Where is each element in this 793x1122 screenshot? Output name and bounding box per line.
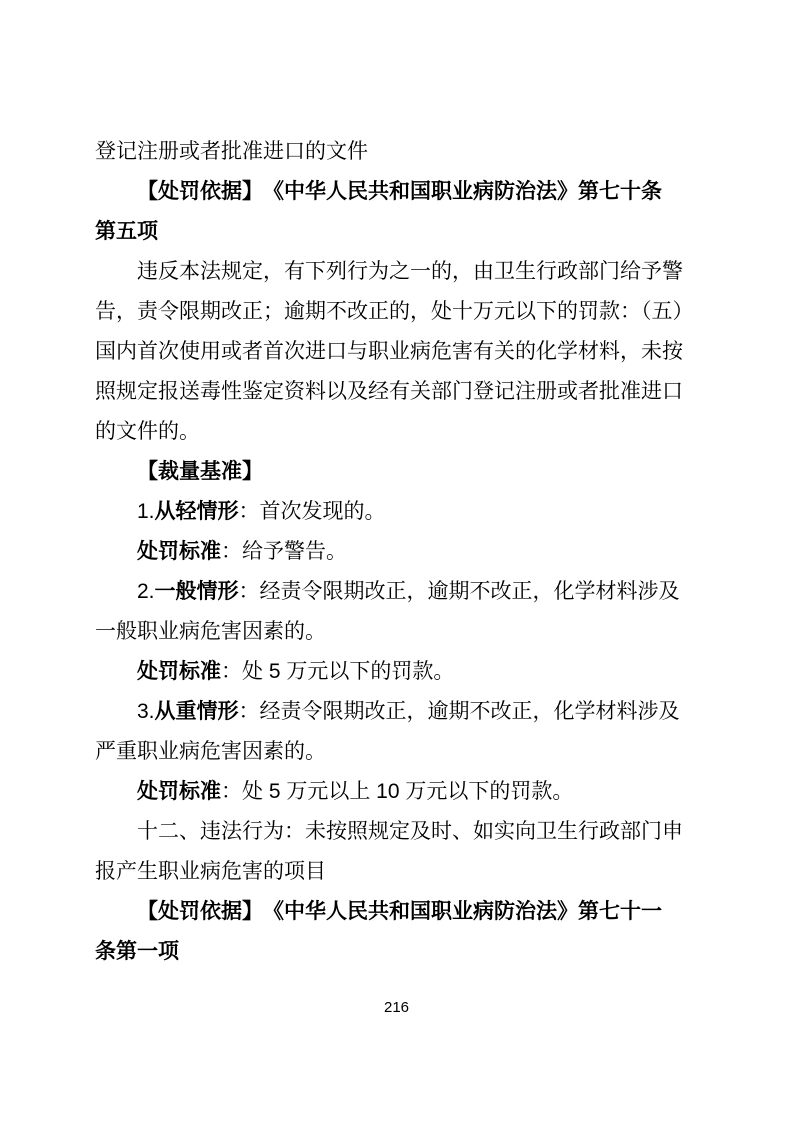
text-segment: ：首次发现的。 [238, 500, 386, 523]
text-line [95, 452, 755, 492]
text-segment: 照规定报送毒性鉴定资料以及经有关部门登记注册或者批准进口 [95, 380, 683, 403]
text-line [95, 892, 755, 932]
text-segment: 第五项 [95, 220, 158, 243]
text-segment: 1. [137, 500, 155, 523]
text-line [95, 572, 755, 612]
text-line [95, 212, 755, 252]
text-segment: 2. [137, 580, 155, 603]
text-segment: ：经责令限期改正，逾期不改正，化学材料涉及 [238, 700, 680, 723]
text-segment: 登记注册或者批准进口的文件 [95, 140, 368, 163]
text-segment: 条第一项 [95, 940, 179, 963]
text-segment: 告，责令限期改正；逾期不改正的，处十万元以下的罚款：（五） [95, 300, 694, 323]
text-line [95, 292, 755, 332]
text-segment: 严重职业病危害因素的。 [95, 740, 326, 763]
text-line [95, 692, 755, 732]
text-segment: ：处 5 万元以上 10 万元以下的罚款。 [221, 780, 574, 803]
text-line [95, 412, 755, 452]
page-number: 216 [383, 999, 410, 1016]
text-segment: ：经责令限期改正，逾期不改正，化学材料涉及 [238, 580, 680, 603]
text-segment: 【处罚依据】 《中华人民共和国职业病防治法》第七十条 [137, 180, 662, 203]
text-line [95, 172, 755, 212]
text-line [95, 332, 755, 372]
text-line [95, 612, 755, 652]
text-line [95, 252, 755, 292]
text-segment: 3. [137, 700, 155, 723]
text-segment: 处罚标准 [137, 660, 221, 683]
text-segment: ：处 5 万元以下的罚款。 [221, 660, 455, 683]
text-line [95, 372, 755, 412]
text-segment: 十二、违法行为：未按照规定及时、如实向卫生行政部门申 [137, 820, 683, 843]
text-line [95, 852, 755, 892]
text-line [95, 492, 755, 532]
document-content [95, 132, 755, 972]
text-segment: 从轻情形 [154, 500, 239, 523]
text-line [95, 132, 755, 172]
text-line [95, 532, 755, 572]
text-segment: 【处罚依据】 《中华人民共和国职业病防治法》第七十一 [137, 900, 662, 923]
text-segment: 从重情形 [154, 700, 239, 723]
text-segment: 的文件的。 [95, 420, 200, 443]
text-line [95, 812, 755, 852]
text-segment: 报产生职业病危害的项目 [95, 860, 326, 883]
text-line [95, 732, 755, 772]
text-line [95, 932, 755, 972]
text-segment: 处罚标准 [137, 780, 221, 803]
text-segment: 违反本法规定，有下列行为之一的，由卫生行政部门给予警 [137, 260, 683, 283]
text-line [95, 652, 755, 692]
text-line [95, 772, 755, 812]
text-segment: 一般职业病危害因素的。 [95, 620, 326, 643]
text-segment: 国内首次使用或者首次进口与职业病危害有关的化学材料，未按 [95, 340, 683, 363]
text-segment: ：给予警告。 [221, 540, 347, 563]
text-segment: 一般情形 [154, 580, 239, 603]
text-segment: 【裁量基准】 [137, 460, 263, 483]
text-segment: 处罚标准 [137, 540, 221, 563]
